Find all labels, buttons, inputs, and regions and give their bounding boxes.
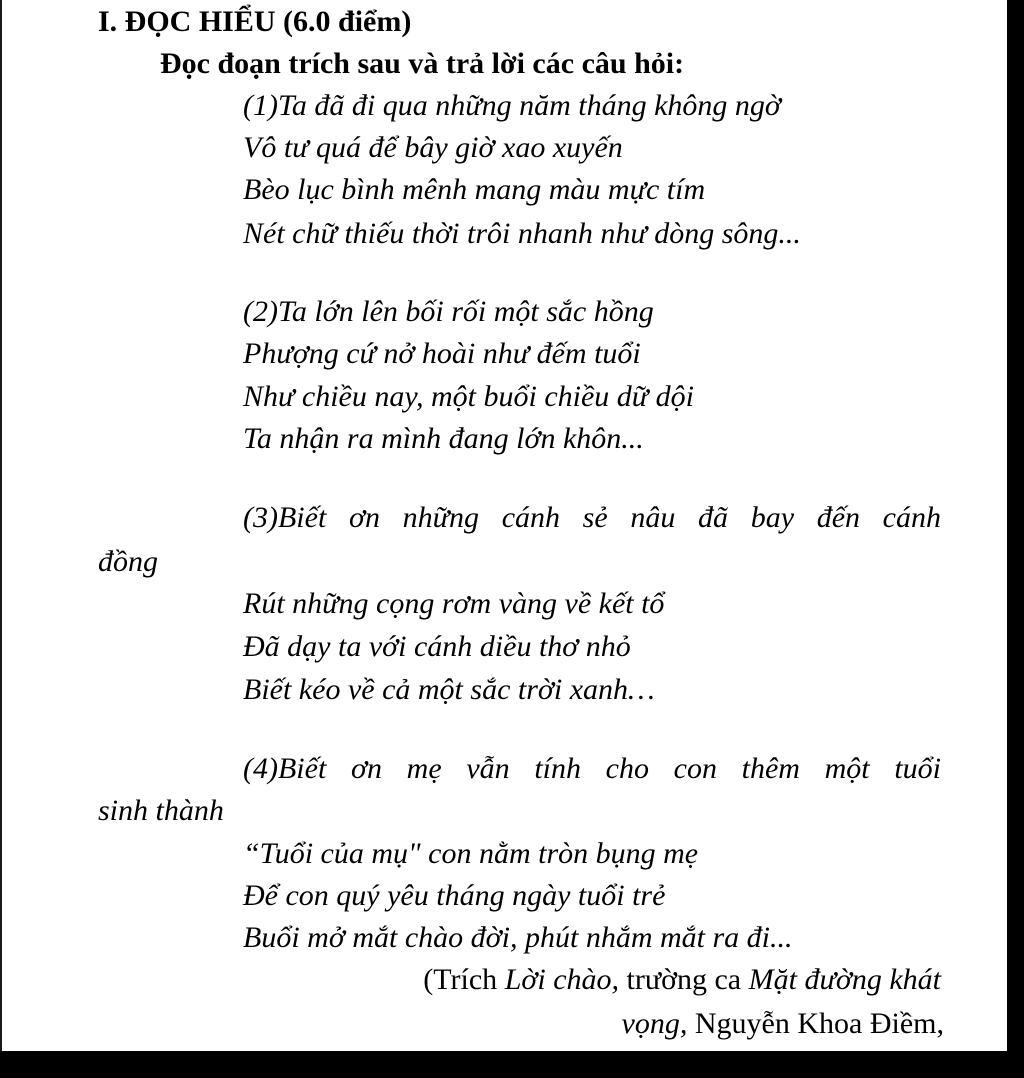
- citation-middle: trường ca: [619, 963, 749, 996]
- poem-line: (1)Ta đã đi qua những năm tháng không ngờ: [243, 89, 781, 122]
- poem-line: (4)Biết ơn mẹ vẫn tính cho con thêm một tuổi: [243, 752, 941, 785]
- poem-line: Vô tư quá để bây giờ xao xuyến: [243, 131, 623, 164]
- poem-line-wrap: đồng: [98, 545, 158, 578]
- citation-open: (Trích: [423, 963, 505, 996]
- poem-line: Biết kéo về cả một sắc trời xanh…: [243, 673, 655, 706]
- poem-line: Rút những cọng rơm vàng về kết tổ: [243, 587, 665, 620]
- poem-line: Nét chữ thiếu thời trôi nhanh như dòng sông...: [243, 217, 801, 250]
- poem-line: Ta nhận ra mình đang lớn khôn...: [243, 422, 644, 455]
- poem-line: Để con quý yêu tháng ngày tuổi trẻ: [243, 879, 666, 912]
- poem-line: (2)Ta lớn lên bối rối một sắc hồng: [243, 295, 654, 328]
- poem-line: Bèo lục bình mênh mang màu mực tím: [243, 173, 706, 206]
- poem-line: (3)Biết ơn những cánh sẻ nâu đã bay đến cánh: [243, 501, 941, 534]
- poem-line: Như chiều nay, một buổi chiều dữ dội: [243, 380, 694, 413]
- reading-instruction: Đọc đoạn trích sau và trả lời các câu hỏi:: [160, 47, 685, 80]
- poem-line: “Tuổi của mụ" con nằm tròn bụng mẹ: [243, 837, 699, 870]
- citation-collection-end: vọng,: [621, 1007, 688, 1040]
- poem-line: Phượng cứ nở hoài như đếm tuổi: [243, 337, 641, 370]
- poem-line: Buổi mở mắt chào đời, phút nhắm mắt ra đi...: [243, 921, 793, 954]
- citation-line-1: [325, 960, 941, 1000]
- section-heading: I. ĐỌC HIỂU (6.0 điểm): [98, 5, 412, 38]
- poem-line: Đã dạy ta với cánh diều thơ nhỏ: [243, 630, 631, 663]
- citation-line-2: [325, 1004, 944, 1044]
- citation-collection: Mặt đường khát: [748, 963, 941, 996]
- poem-line-wrap: sinh thành: [98, 794, 224, 827]
- cut-off-glyph: ~: [142, 1041, 159, 1074]
- citation-author: Nguyễn Khoa Điềm,: [687, 1007, 944, 1040]
- citation-work: Lời chào,: [504, 963, 620, 996]
